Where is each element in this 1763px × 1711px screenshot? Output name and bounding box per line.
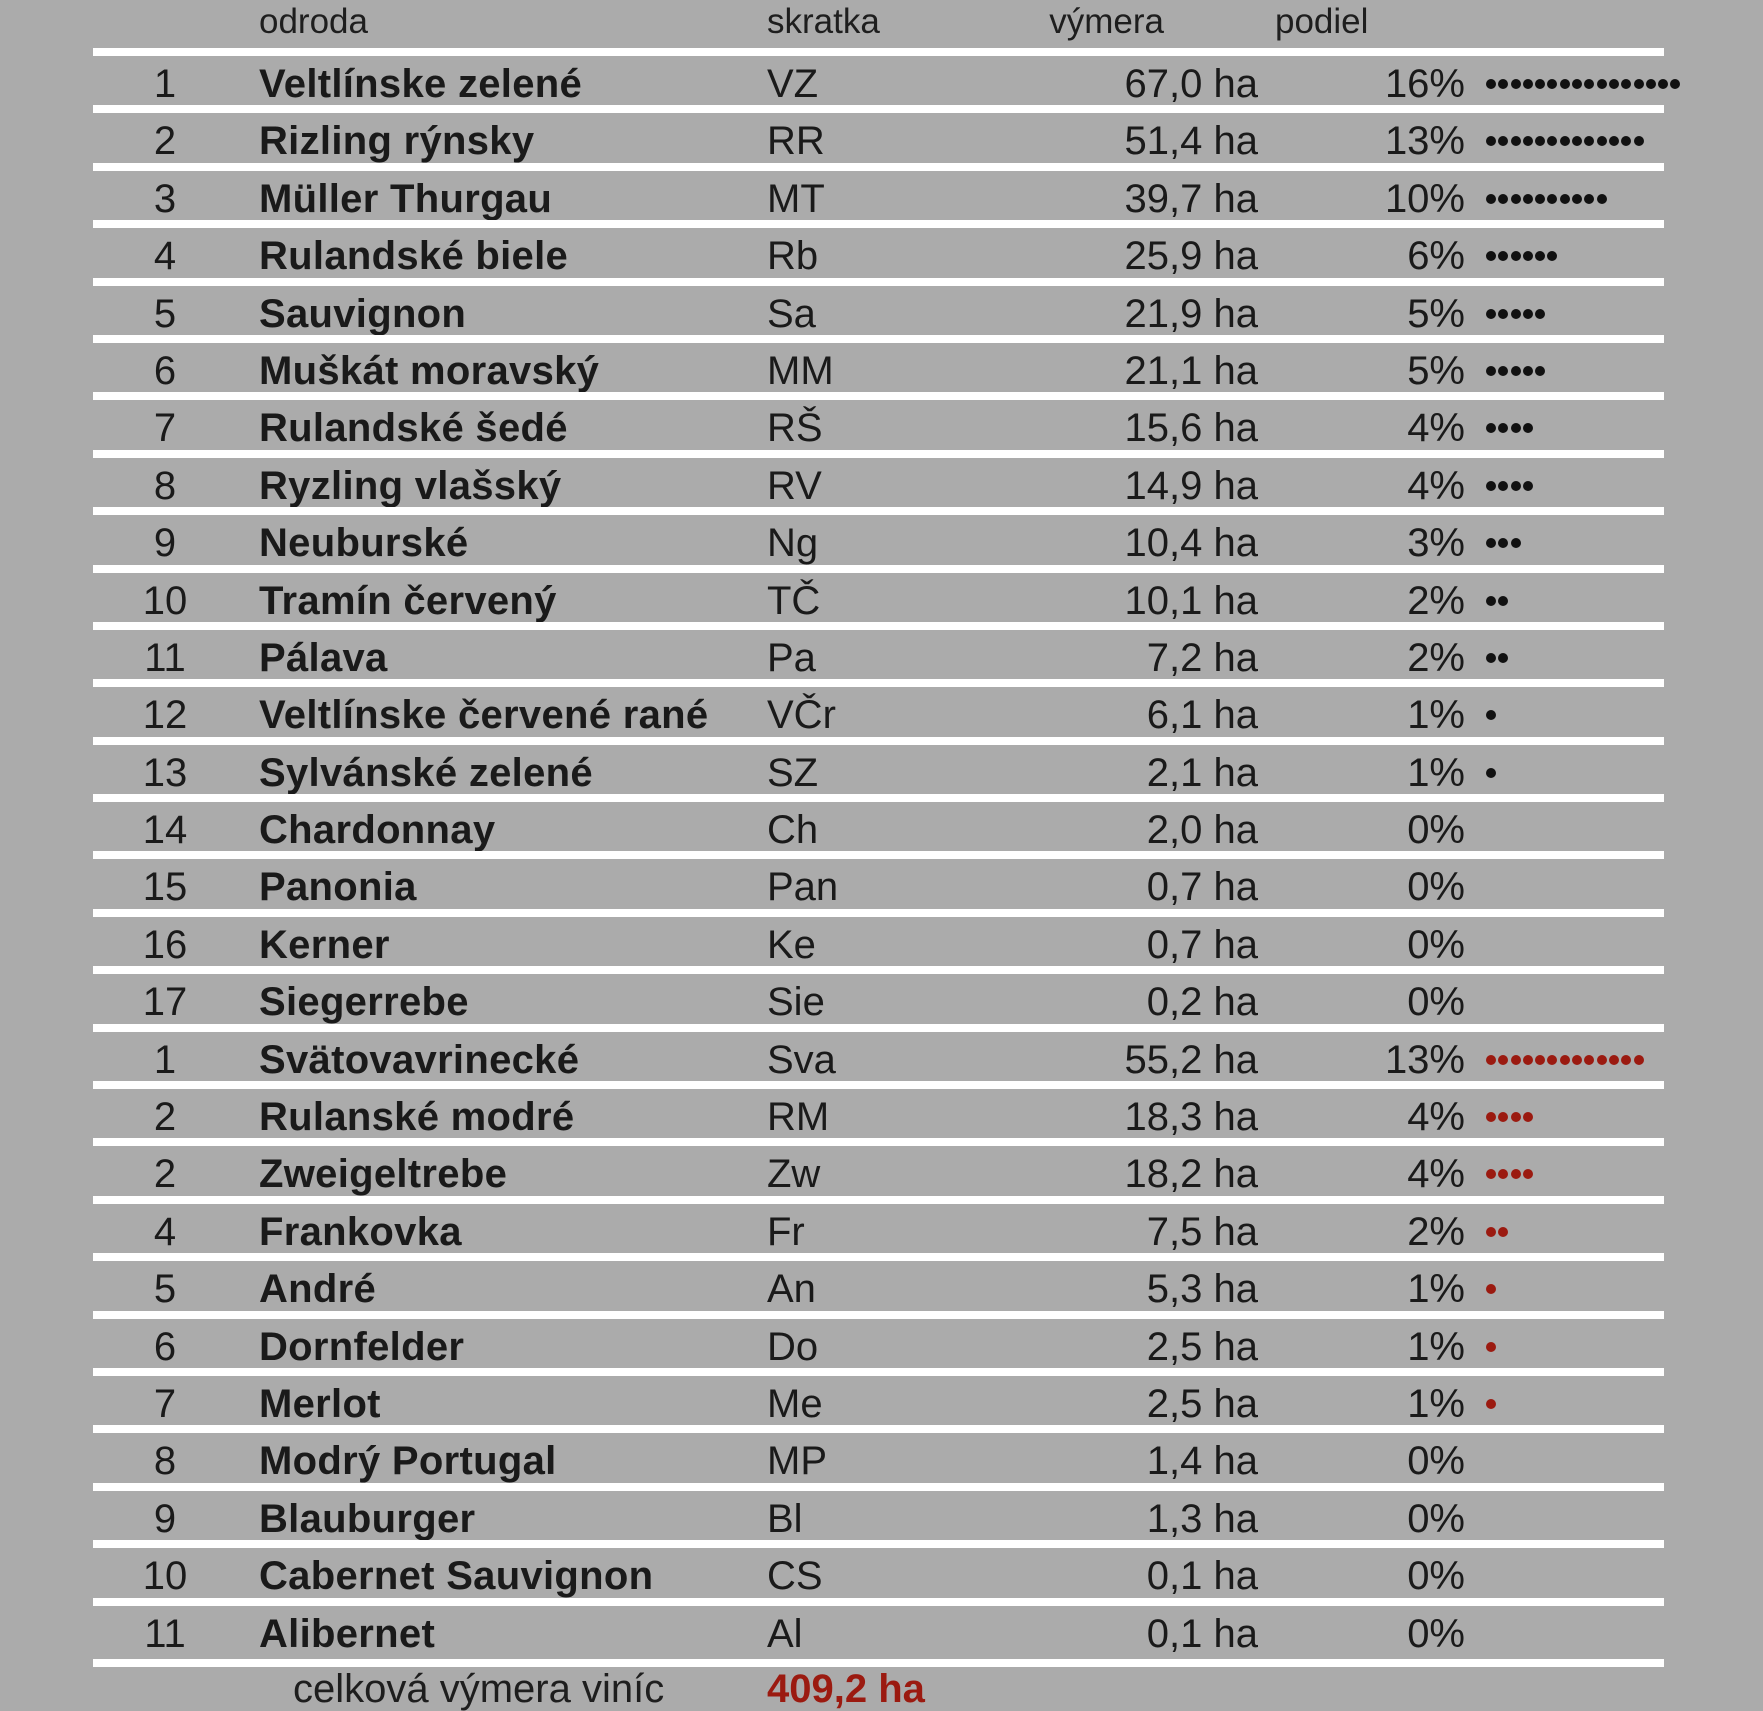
share-dots bbox=[1486, 1150, 1535, 1198]
share-dot bbox=[1547, 1055, 1557, 1065]
variety-share: 0% bbox=[1407, 922, 1465, 967]
variety-area: 0,7 ha bbox=[1146, 922, 1258, 967]
variety-name: Svätovavrinecké bbox=[259, 1037, 580, 1082]
row-number: 5 bbox=[153, 1267, 177, 1312]
table-row bbox=[93, 909, 1664, 966]
variety-area: 0,1 ha bbox=[1146, 1554, 1258, 1599]
variety-share: 13% bbox=[1384, 1037, 1465, 1082]
variety-area: 18,2 ha bbox=[1124, 1152, 1258, 1197]
row-number: 17 bbox=[142, 980, 188, 1025]
share-dot bbox=[1511, 366, 1521, 376]
share-dot bbox=[1535, 251, 1545, 261]
share-dot bbox=[1634, 1055, 1644, 1065]
table-row bbox=[93, 1196, 1664, 1253]
share-dots bbox=[1486, 691, 1498, 739]
variety-share: 0% bbox=[1407, 808, 1465, 853]
variety-abbreviation: RM bbox=[767, 1095, 830, 1140]
variety-share: 4% bbox=[1407, 406, 1465, 451]
variety-abbreviation: MP bbox=[767, 1439, 827, 1484]
share-dot bbox=[1486, 768, 1496, 778]
variety-area: 2,1 ha bbox=[1146, 750, 1258, 795]
row-number: 6 bbox=[153, 1324, 177, 1369]
variety-share: 1% bbox=[1407, 1324, 1465, 1369]
share-dot bbox=[1511, 1112, 1521, 1122]
row-number: 7 bbox=[153, 1381, 177, 1426]
variety-name: Neuburské bbox=[259, 521, 469, 566]
table-row bbox=[93, 1253, 1664, 1310]
share-dot bbox=[1498, 423, 1508, 433]
share-dot bbox=[1498, 481, 1508, 491]
share-dot bbox=[1486, 1055, 1496, 1065]
variety-abbreviation: RR bbox=[767, 119, 825, 164]
row-number: 12 bbox=[142, 693, 188, 738]
variety-abbreviation: RV bbox=[767, 463, 822, 508]
share-dot bbox=[1498, 251, 1508, 261]
share-dot bbox=[1523, 136, 1533, 146]
share-dot bbox=[1486, 366, 1496, 376]
share-dot bbox=[1609, 79, 1619, 89]
row-number: 6 bbox=[153, 348, 177, 393]
share-dot bbox=[1498, 366, 1508, 376]
header-share: podiel bbox=[1275, 2, 1369, 41]
variety-area: 67,0 ha bbox=[1124, 62, 1258, 106]
share-dot bbox=[1498, 309, 1508, 319]
share-dot bbox=[1486, 136, 1496, 146]
table-row bbox=[93, 966, 1664, 1023]
share-dot bbox=[1584, 136, 1594, 146]
share-dot bbox=[1597, 1055, 1607, 1065]
variety-share: 3% bbox=[1407, 521, 1465, 566]
share-dots bbox=[1486, 1323, 1498, 1371]
variety-name: Panonia bbox=[259, 865, 417, 910]
table-row bbox=[93, 851, 1664, 908]
variety-name: Tramín červený bbox=[259, 578, 557, 623]
variety-abbreviation: Sie bbox=[767, 980, 825, 1025]
variety-abbreviation: Me bbox=[767, 1381, 823, 1426]
share-dot bbox=[1498, 194, 1508, 204]
share-dot bbox=[1523, 423, 1533, 433]
row-number: 4 bbox=[153, 1209, 177, 1254]
variety-abbreviation: Pan bbox=[767, 865, 839, 910]
share-dot bbox=[1511, 79, 1521, 89]
share-dot bbox=[1560, 194, 1570, 204]
share-dot bbox=[1486, 1342, 1496, 1352]
share-dot bbox=[1535, 366, 1545, 376]
share-dot bbox=[1486, 251, 1496, 261]
header-area: výmera bbox=[1049, 2, 1164, 41]
table-row bbox=[93, 1425, 1664, 1482]
header-abbreviation: skratka bbox=[767, 2, 880, 41]
share-dots bbox=[1486, 404, 1535, 452]
row-number: 8 bbox=[153, 1439, 177, 1484]
row-number: 11 bbox=[144, 635, 186, 680]
share-dot bbox=[1498, 1055, 1508, 1065]
share-dot bbox=[1572, 194, 1582, 204]
share-dot bbox=[1511, 194, 1521, 204]
variety-area: 25,9 ha bbox=[1124, 234, 1258, 279]
share-dot bbox=[1486, 79, 1496, 89]
share-dots bbox=[1486, 290, 1547, 338]
share-dot bbox=[1621, 79, 1631, 89]
table-row bbox=[93, 622, 1664, 679]
variety-share: 0% bbox=[1407, 1611, 1465, 1656]
share-dots bbox=[1486, 347, 1547, 395]
variety-area: 6,1 ha bbox=[1146, 693, 1258, 738]
share-dots bbox=[1486, 749, 1498, 797]
share-dots bbox=[1486, 1380, 1498, 1428]
variety-share: 4% bbox=[1407, 1095, 1465, 1140]
table-row bbox=[93, 163, 1664, 220]
table-row bbox=[93, 1540, 1664, 1597]
variety-area: 0,7 ha bbox=[1146, 865, 1258, 910]
variety-name: Rulandské šedé bbox=[259, 406, 568, 451]
table-row bbox=[93, 507, 1664, 564]
share-dot bbox=[1523, 194, 1533, 204]
share-dot bbox=[1609, 1055, 1619, 1065]
table-row bbox=[93, 278, 1664, 335]
row-number: 16 bbox=[142, 922, 188, 967]
row-number: 3 bbox=[153, 176, 177, 221]
share-dot bbox=[1486, 1227, 1496, 1237]
variety-share: 2% bbox=[1407, 1209, 1465, 1254]
variety-abbreviation: Ke bbox=[767, 922, 816, 967]
variety-table bbox=[0, 48, 1763, 1655]
variety-abbreviation: Rb bbox=[767, 234, 819, 279]
share-dot bbox=[1523, 79, 1533, 89]
table-row bbox=[93, 565, 1664, 622]
variety-abbreviation: VZ bbox=[767, 62, 819, 106]
variety-area: 0,2 ha bbox=[1146, 980, 1258, 1025]
variety-abbreviation: Bl bbox=[767, 1496, 803, 1541]
variety-abbreviation: TČ bbox=[767, 578, 821, 623]
share-dot bbox=[1486, 309, 1496, 319]
row-number: 13 bbox=[142, 750, 188, 795]
share-dot bbox=[1535, 79, 1545, 89]
variety-area: 18,3 ha bbox=[1124, 1095, 1258, 1140]
share-dot bbox=[1498, 1112, 1508, 1122]
variety-area: 1,3 ha bbox=[1146, 1496, 1258, 1541]
share-dot bbox=[1486, 1169, 1496, 1179]
share-dot bbox=[1584, 194, 1594, 204]
share-dots bbox=[1486, 175, 1609, 223]
variety-area: 7,5 ha bbox=[1146, 1209, 1258, 1254]
table-header bbox=[0, 0, 1763, 48]
variety-name: Frankovka bbox=[259, 1209, 462, 1254]
share-dot bbox=[1584, 1055, 1594, 1065]
share-dots bbox=[1486, 1036, 1646, 1084]
variety-area: 5,3 ha bbox=[1146, 1267, 1258, 1312]
share-dot bbox=[1523, 1055, 1533, 1065]
row-number: 1 bbox=[153, 1037, 177, 1082]
table-row bbox=[93, 1024, 1664, 1081]
variety-share: 13% bbox=[1384, 119, 1465, 164]
share-dot bbox=[1572, 79, 1582, 89]
variety-name: Dornfelder bbox=[259, 1324, 465, 1369]
variety-abbreviation: Sa bbox=[767, 291, 816, 336]
table-row bbox=[93, 1598, 1664, 1655]
share-dot bbox=[1486, 538, 1496, 548]
variety-area: 51,4 ha bbox=[1124, 119, 1258, 164]
share-dot bbox=[1609, 136, 1619, 146]
share-dot bbox=[1523, 1169, 1533, 1179]
table-row bbox=[93, 1368, 1664, 1425]
share-dot bbox=[1523, 251, 1533, 261]
variety-share: 0% bbox=[1407, 1554, 1465, 1599]
variety-abbreviation: Sva bbox=[767, 1037, 836, 1082]
variety-abbreviation: Ch bbox=[767, 808, 819, 853]
total-area-value: 409,2 ha bbox=[767, 1667, 925, 1711]
table-row bbox=[93, 1081, 1664, 1138]
share-dot bbox=[1560, 79, 1570, 89]
variety-share: 6% bbox=[1407, 234, 1465, 279]
variety-share: 0% bbox=[1407, 1496, 1465, 1541]
variety-name: Rulanské modré bbox=[259, 1095, 575, 1140]
share-dot bbox=[1486, 423, 1496, 433]
row-number: 2 bbox=[153, 1095, 177, 1140]
table-row bbox=[93, 392, 1664, 449]
row-number: 4 bbox=[153, 234, 177, 279]
variety-name: Alibernet bbox=[259, 1611, 436, 1656]
share-dot bbox=[1523, 366, 1533, 376]
variety-name: Sauvignon bbox=[259, 291, 467, 336]
variety-share: 0% bbox=[1407, 980, 1465, 1025]
table-row bbox=[93, 335, 1664, 392]
share-dot bbox=[1658, 79, 1668, 89]
share-dot bbox=[1498, 1227, 1508, 1237]
share-dot bbox=[1621, 1055, 1631, 1065]
variety-share: 0% bbox=[1407, 1439, 1465, 1484]
variety-abbreviation: VČr bbox=[767, 693, 836, 738]
variety-share: 4% bbox=[1407, 463, 1465, 508]
row-number: 5 bbox=[153, 291, 177, 336]
variety-share: 2% bbox=[1407, 635, 1465, 680]
table-row bbox=[93, 1311, 1664, 1368]
variety-name: André bbox=[259, 1267, 377, 1312]
share-dot bbox=[1547, 194, 1557, 204]
variety-share: 1% bbox=[1407, 693, 1465, 738]
table-row bbox=[93, 794, 1664, 851]
share-dot bbox=[1560, 1055, 1570, 1065]
row-number: 1 bbox=[153, 62, 177, 106]
row-number: 9 bbox=[153, 1496, 177, 1541]
share-dot bbox=[1511, 1055, 1521, 1065]
table-row bbox=[93, 220, 1664, 277]
row-number: 15 bbox=[142, 865, 188, 910]
share-dot bbox=[1486, 1284, 1496, 1294]
share-dots bbox=[1486, 1265, 1498, 1313]
variety-share: 5% bbox=[1407, 348, 1465, 393]
variety-share: 16% bbox=[1384, 62, 1465, 106]
share-dots bbox=[1486, 60, 1683, 108]
share-dot bbox=[1511, 309, 1521, 319]
share-dots bbox=[1486, 117, 1646, 165]
share-dot bbox=[1535, 194, 1545, 204]
variety-abbreviation: Fr bbox=[767, 1209, 805, 1254]
table-row bbox=[93, 1138, 1664, 1195]
share-dot bbox=[1584, 79, 1594, 89]
share-dot bbox=[1486, 710, 1496, 720]
header-variety: odroda bbox=[259, 2, 368, 41]
share-dot bbox=[1486, 194, 1496, 204]
variety-abbreviation: RŠ bbox=[767, 406, 823, 451]
share-dot bbox=[1498, 79, 1508, 89]
row-number: 7 bbox=[153, 406, 177, 451]
variety-area: 39,7 ha bbox=[1124, 176, 1258, 221]
share-dot bbox=[1535, 136, 1545, 146]
share-dot bbox=[1523, 1112, 1533, 1122]
share-dot bbox=[1511, 481, 1521, 491]
share-dot bbox=[1523, 309, 1533, 319]
variety-abbreviation: An bbox=[767, 1267, 816, 1312]
share-dot bbox=[1547, 136, 1557, 146]
variety-name: Muškát moravský bbox=[259, 348, 600, 393]
row-number: 11 bbox=[144, 1611, 186, 1656]
share-dot bbox=[1535, 1055, 1545, 1065]
variety-share: 1% bbox=[1407, 1381, 1465, 1426]
share-dot bbox=[1498, 653, 1508, 663]
variety-name: Modrý Portugal bbox=[259, 1439, 557, 1484]
share-dot bbox=[1670, 79, 1680, 89]
variety-name: Kerner bbox=[259, 922, 390, 967]
variety-area: 10,1 ha bbox=[1124, 578, 1258, 623]
variety-name: Veltlínske zelené bbox=[259, 62, 583, 106]
share-dot bbox=[1511, 1169, 1521, 1179]
variety-share: 1% bbox=[1407, 1267, 1465, 1312]
share-dot bbox=[1511, 251, 1521, 261]
share-dots bbox=[1486, 1093, 1535, 1141]
table-row bbox=[93, 679, 1664, 736]
table-row bbox=[93, 737, 1664, 794]
share-dots bbox=[1486, 1208, 1511, 1256]
share-dot bbox=[1547, 251, 1557, 261]
variety-area: 15,6 ha bbox=[1124, 406, 1258, 451]
variety-share: 1% bbox=[1407, 750, 1465, 795]
variety-name: Cabernet Sauvignon bbox=[259, 1554, 654, 1599]
share-dots bbox=[1486, 577, 1511, 625]
total-area-label: celková výmera viníc bbox=[293, 1667, 665, 1711]
variety-name: Sylvánské zelené bbox=[259, 750, 593, 795]
variety-abbreviation: SZ bbox=[767, 750, 819, 795]
variety-abbreviation: CS bbox=[767, 1554, 823, 1599]
share-dot bbox=[1511, 136, 1521, 146]
row-number: 2 bbox=[153, 119, 177, 164]
variety-area: 2,5 ha bbox=[1146, 1381, 1258, 1426]
share-dot bbox=[1597, 194, 1607, 204]
variety-area: 10,4 ha bbox=[1124, 521, 1258, 566]
share-dot bbox=[1547, 79, 1557, 89]
share-dot bbox=[1486, 1399, 1496, 1409]
table-footer bbox=[93, 1659, 1664, 1711]
share-dots bbox=[1486, 519, 1523, 567]
share-dot bbox=[1486, 1112, 1496, 1122]
variety-abbreviation: Ng bbox=[767, 521, 819, 566]
share-dots bbox=[1486, 232, 1560, 280]
variety-area: 2,0 ha bbox=[1146, 808, 1258, 853]
share-dot bbox=[1511, 538, 1521, 548]
share-dot bbox=[1597, 136, 1607, 146]
variety-area: 14,9 ha bbox=[1124, 463, 1258, 508]
variety-abbreviation: Pa bbox=[767, 635, 816, 680]
variety-name: Rulandské biele bbox=[259, 234, 569, 279]
variety-share: 5% bbox=[1407, 291, 1465, 336]
share-dot bbox=[1498, 538, 1508, 548]
share-dot bbox=[1597, 79, 1607, 89]
variety-area: 2,5 ha bbox=[1146, 1324, 1258, 1369]
share-dot bbox=[1498, 596, 1508, 606]
variety-share: 0% bbox=[1407, 865, 1465, 910]
row-number: 2 bbox=[153, 1152, 177, 1197]
row-number: 8 bbox=[153, 463, 177, 508]
variety-area: 55,2 ha bbox=[1124, 1037, 1258, 1082]
variety-name: Veltlínske červené rané bbox=[259, 693, 709, 738]
share-dot bbox=[1634, 79, 1644, 89]
variety-abbreviation: MM bbox=[767, 348, 834, 393]
variety-name: Ryzling vlašský bbox=[259, 463, 562, 508]
row-number: 10 bbox=[142, 1554, 188, 1599]
variety-abbreviation: Zw bbox=[767, 1152, 821, 1197]
variety-share: 4% bbox=[1407, 1152, 1465, 1197]
share-dots bbox=[1486, 634, 1511, 682]
share-dot bbox=[1535, 309, 1545, 319]
variety-abbreviation: Al bbox=[767, 1611, 803, 1656]
variety-name: Zweigeltrebe bbox=[259, 1152, 508, 1197]
share-dot bbox=[1486, 653, 1496, 663]
share-dot bbox=[1560, 136, 1570, 146]
share-dot bbox=[1498, 1169, 1508, 1179]
variety-area: 21,9 ha bbox=[1124, 291, 1258, 336]
share-dot bbox=[1523, 481, 1533, 491]
variety-name: Siegerrebe bbox=[259, 980, 469, 1025]
variety-area: 21,1 ha bbox=[1124, 348, 1258, 393]
share-dot bbox=[1572, 1055, 1582, 1065]
table-row bbox=[93, 105, 1664, 162]
variety-share: 10% bbox=[1384, 176, 1465, 221]
row-number: 10 bbox=[142, 578, 188, 623]
variety-name: Pálava bbox=[259, 635, 388, 680]
share-dots bbox=[1486, 462, 1535, 510]
row-number: 14 bbox=[142, 808, 188, 853]
variety-name: Chardonnay bbox=[259, 808, 496, 853]
row-number: 9 bbox=[153, 521, 177, 566]
share-dot bbox=[1621, 136, 1631, 146]
share-dot bbox=[1646, 79, 1656, 89]
table-row bbox=[93, 48, 1664, 105]
share-dot bbox=[1486, 596, 1496, 606]
table-row bbox=[93, 1483, 1664, 1540]
variety-area: 0,1 ha bbox=[1146, 1611, 1258, 1656]
share-dot bbox=[1572, 136, 1582, 146]
variety-share: 2% bbox=[1407, 578, 1465, 623]
variety-area: 7,2 ha bbox=[1146, 635, 1258, 680]
table-row bbox=[93, 450, 1664, 507]
variety-abbreviation: MT bbox=[767, 176, 825, 221]
variety-name: Müller Thurgau bbox=[259, 176, 553, 221]
variety-area: 1,4 ha bbox=[1146, 1439, 1258, 1484]
share-dot bbox=[1486, 481, 1496, 491]
share-dot bbox=[1511, 423, 1521, 433]
variety-name: Merlot bbox=[259, 1381, 381, 1426]
share-dot bbox=[1498, 136, 1508, 146]
variety-name: Rizling rýnsky bbox=[259, 119, 535, 164]
share-dot bbox=[1634, 136, 1644, 146]
variety-name: Blauburger bbox=[259, 1496, 476, 1541]
variety-abbreviation: Do bbox=[767, 1324, 819, 1369]
